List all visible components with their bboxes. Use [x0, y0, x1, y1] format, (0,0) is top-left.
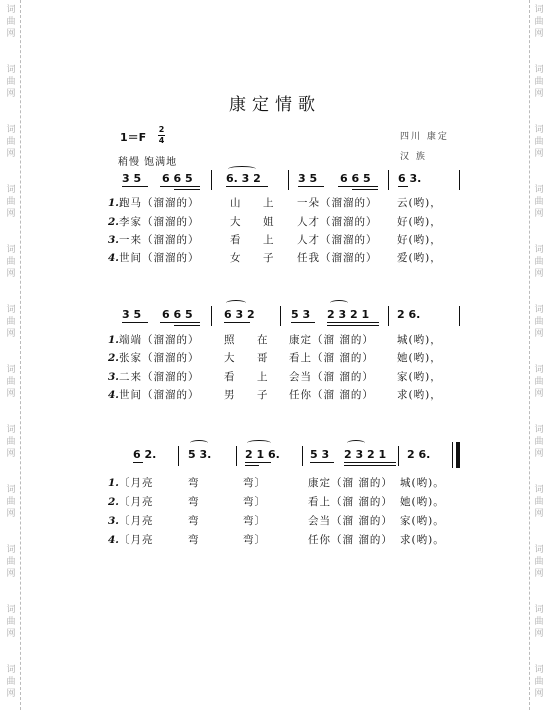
watermark: 词 曲 网 — [534, 365, 544, 399]
beam — [245, 462, 271, 463]
beam — [291, 322, 315, 323]
verse-number: 4. — [108, 534, 119, 546]
barline — [211, 170, 212, 190]
barline — [288, 170, 289, 190]
lyric-text: 弯〕 — [243, 496, 266, 508]
beam — [327, 325, 379, 326]
verse-number: 1. — [108, 334, 119, 346]
lyric-text: 弯 — [188, 477, 200, 489]
notes-m6: 6 3 2 — [224, 308, 255, 321]
watermark: 词 曲 网 — [6, 65, 16, 99]
barline — [388, 306, 389, 326]
notes-m5b: 6 6 5 — [162, 308, 193, 321]
notes-m3a: 3 5 — [298, 172, 318, 185]
lyric-text: 任我（溜溜的） — [297, 252, 378, 264]
beam — [174, 189, 200, 190]
lyric-text: 弯 — [188, 534, 200, 546]
lyric-text: 子 — [263, 252, 275, 264]
source-ethnicity: 汉 族 — [400, 152, 427, 162]
watermark: 词 曲 网 — [6, 485, 16, 519]
verse-number: 2. — [108, 216, 119, 228]
watermark: 词 曲 网 — [534, 245, 544, 279]
lyric-text: 任你（溜 溜的） — [289, 389, 374, 401]
lyric-text: 好(哟)， — [397, 216, 442, 228]
lyric-text: 一朵（溜溜的） — [297, 197, 378, 209]
lyric-text: 弯〕 — [243, 515, 266, 527]
beam — [310, 462, 334, 463]
watermark: 词 曲 网 — [6, 125, 16, 159]
notes-m4: 6 3. — [398, 172, 422, 185]
lyric-text: 在 — [257, 334, 269, 346]
notes-m7a: 5 3 — [291, 308, 311, 321]
lyric-text: 求(哟)， — [397, 389, 442, 401]
lyric-text: 照 — [224, 334, 236, 346]
slur — [347, 440, 365, 446]
verse-number: 4. — [108, 389, 119, 401]
lyric-text: 弯〕 — [243, 477, 266, 489]
notes-m9: 6 2. — [133, 448, 157, 461]
barline — [280, 306, 281, 326]
beam — [122, 322, 148, 323]
lyric-text: 上 — [257, 371, 269, 383]
lyric-text: 张家（溜溜的） — [118, 352, 200, 364]
verse-number: 2. — [108, 496, 119, 508]
watermark: 词 曲 网 — [534, 305, 544, 339]
barline — [236, 446, 237, 466]
beam — [298, 186, 324, 187]
barline — [459, 306, 460, 326]
watermark: 词 曲 网 — [534, 605, 544, 639]
lyric-text: 会当（溜 溜的） — [308, 515, 393, 527]
notes-m1a: 3 5 — [122, 172, 142, 185]
notes-m13: 2 6. — [407, 448, 431, 461]
verse-number: 4. — [108, 252, 119, 264]
watermark: 词 曲 网 — [534, 545, 544, 579]
lyric-text: 李家（溜溜的） — [118, 216, 200, 228]
watermark: 词 曲 网 — [534, 185, 544, 219]
beam — [245, 465, 259, 466]
lyric-text: 〔月亮 — [118, 496, 154, 508]
watermark: 词 曲 网 — [6, 545, 16, 579]
notes-m10: 5 3. — [188, 448, 212, 461]
notes-m2: 6. 3 2 — [226, 172, 261, 185]
slur — [330, 300, 348, 306]
lyric-text: 云(哟)， — [397, 197, 442, 209]
notes-m3b: 6 6 5 — [340, 172, 371, 185]
notes-m12b: 2 3 2 1 — [344, 448, 387, 461]
key-signature: 1＝F — [120, 131, 147, 144]
watermark: 词 曲 网 — [6, 245, 16, 279]
lyric-text: 城(哟)， — [397, 334, 442, 346]
lyric-text: 任你（溜 溜的） — [308, 534, 393, 546]
watermark: 词 曲 网 — [6, 425, 16, 459]
song-source — [400, 127, 449, 167]
lyric-text: 上 — [263, 234, 275, 246]
watermark: 词 曲 网 — [534, 5, 544, 39]
watermark: 词 曲 网 — [534, 65, 544, 99]
slur — [247, 440, 271, 446]
lyric-text: 〔月亮 — [118, 534, 154, 546]
lyric-text: 男 — [224, 389, 236, 401]
watermark: 词 曲 网 — [6, 305, 16, 339]
watermark: 词 曲 网 — [6, 5, 16, 39]
lyric-text: 端端（溜溜的） — [118, 334, 200, 346]
time-denominator: 4 — [158, 136, 165, 145]
beam — [160, 322, 200, 323]
beam — [327, 322, 379, 323]
lyric-text: 会当（溜 溜的） — [289, 371, 374, 383]
lyric-text: 看 — [224, 371, 236, 383]
barline — [178, 446, 179, 466]
notes-m7b: 2 3 2 1 — [327, 308, 370, 321]
lyric-text: 哥 — [257, 352, 269, 364]
beam — [338, 186, 378, 187]
lyric-text: 家(哟)。 — [400, 515, 445, 527]
barline — [398, 446, 399, 466]
lyric-text: 世间（溜溜的） — [118, 389, 200, 401]
final-barline-thick — [456, 442, 460, 468]
beam — [226, 186, 268, 187]
beam — [344, 465, 396, 466]
lyric-text: 城(哟)。 — [400, 477, 445, 489]
notes-m8: 2 6. — [397, 308, 421, 321]
lyric-text: 看 — [230, 234, 242, 246]
lyric-text: 女 — [230, 252, 242, 264]
watermark: 词 曲 网 — [6, 185, 16, 219]
verse-number: 3. — [108, 234, 119, 246]
slur — [190, 440, 208, 446]
lyric-text: 山 — [230, 197, 242, 209]
beam — [122, 186, 148, 187]
verse-number: 1. — [108, 477, 119, 489]
barline — [459, 170, 460, 190]
barline — [211, 306, 212, 326]
notes-m12a: 5 3 — [310, 448, 330, 461]
notes-m11: 2 1 6. — [245, 448, 280, 461]
watermark: 词 曲 网 — [534, 125, 544, 159]
watermark: 词 曲 网 — [534, 665, 544, 699]
lyric-text: 姐 — [263, 216, 275, 228]
lyric-text: 人才（溜溜的） — [297, 216, 378, 228]
lyric-text: 康定（溜 溜的） — [289, 334, 374, 346]
slur — [226, 300, 246, 306]
lyric-text: 她(哟)， — [397, 352, 442, 364]
lyric-text: 大 — [224, 352, 236, 364]
verse-number: 1. — [108, 197, 119, 209]
final-barline-thin — [452, 442, 453, 468]
notes-m1b: 6 6 5 — [162, 172, 193, 185]
beam — [174, 325, 200, 326]
lyric-text: 弯〕 — [243, 534, 266, 546]
lyric-text: 好(哟)， — [397, 234, 442, 246]
lyric-text: 世间（溜溜的） — [118, 252, 200, 264]
beam — [133, 462, 143, 463]
watermark: 词 曲 网 — [534, 425, 544, 459]
tempo-marking: 稍慢 饱满地 — [118, 157, 178, 168]
lyric-text: 弯 — [188, 496, 200, 508]
lyric-text: 看上（溜 溜的） — [289, 352, 374, 364]
verse-number: 3. — [108, 515, 119, 527]
watermark: 词 曲 网 — [6, 605, 16, 639]
verse-number: 2. — [108, 352, 119, 364]
barline — [302, 446, 303, 466]
lyric-text: 家(哟)， — [397, 371, 442, 383]
lyric-text: 人才（溜溜的） — [297, 234, 378, 246]
watermark: 词 曲 网 — [534, 485, 544, 519]
lyric-text: 跑马（溜溜的） — [118, 197, 200, 209]
watermark: 词 曲 网 — [6, 665, 16, 699]
song-title: 康定情歌 — [229, 95, 321, 115]
lyric-text: 求(哟)。 — [400, 534, 445, 546]
beam — [344, 462, 396, 463]
lyric-text: 大 — [230, 216, 242, 228]
lyric-text: 子 — [257, 389, 269, 401]
lyric-text: 〔月亮 — [118, 515, 154, 527]
lyric-text: 上 — [263, 197, 275, 209]
beam — [352, 189, 378, 190]
notes-m5a: 3 5 — [122, 308, 142, 321]
lyric-text: 弯 — [188, 515, 200, 527]
barline — [388, 170, 389, 190]
lyric-text: 二来（溜溜的） — [118, 371, 200, 383]
beam — [160, 186, 200, 187]
source-region: 四川 康定 — [400, 132, 449, 142]
beam — [224, 322, 250, 323]
lyric-text: 看上（溜 溜的） — [308, 496, 393, 508]
time-signature — [158, 126, 165, 145]
verse-number: 3. — [108, 371, 119, 383]
lyric-text: 她(哟)。 — [400, 496, 445, 508]
beam — [398, 186, 408, 187]
time-numerator: 2 — [158, 125, 165, 134]
lyric-text: 〔月亮 — [118, 477, 154, 489]
watermark: 词 曲 网 — [6, 365, 16, 399]
lyric-text: 康定（溜 溜的） — [308, 477, 393, 489]
lyric-text: 一来（溜溜的） — [118, 234, 200, 246]
lyric-text: 爱(哟)， — [397, 252, 442, 264]
